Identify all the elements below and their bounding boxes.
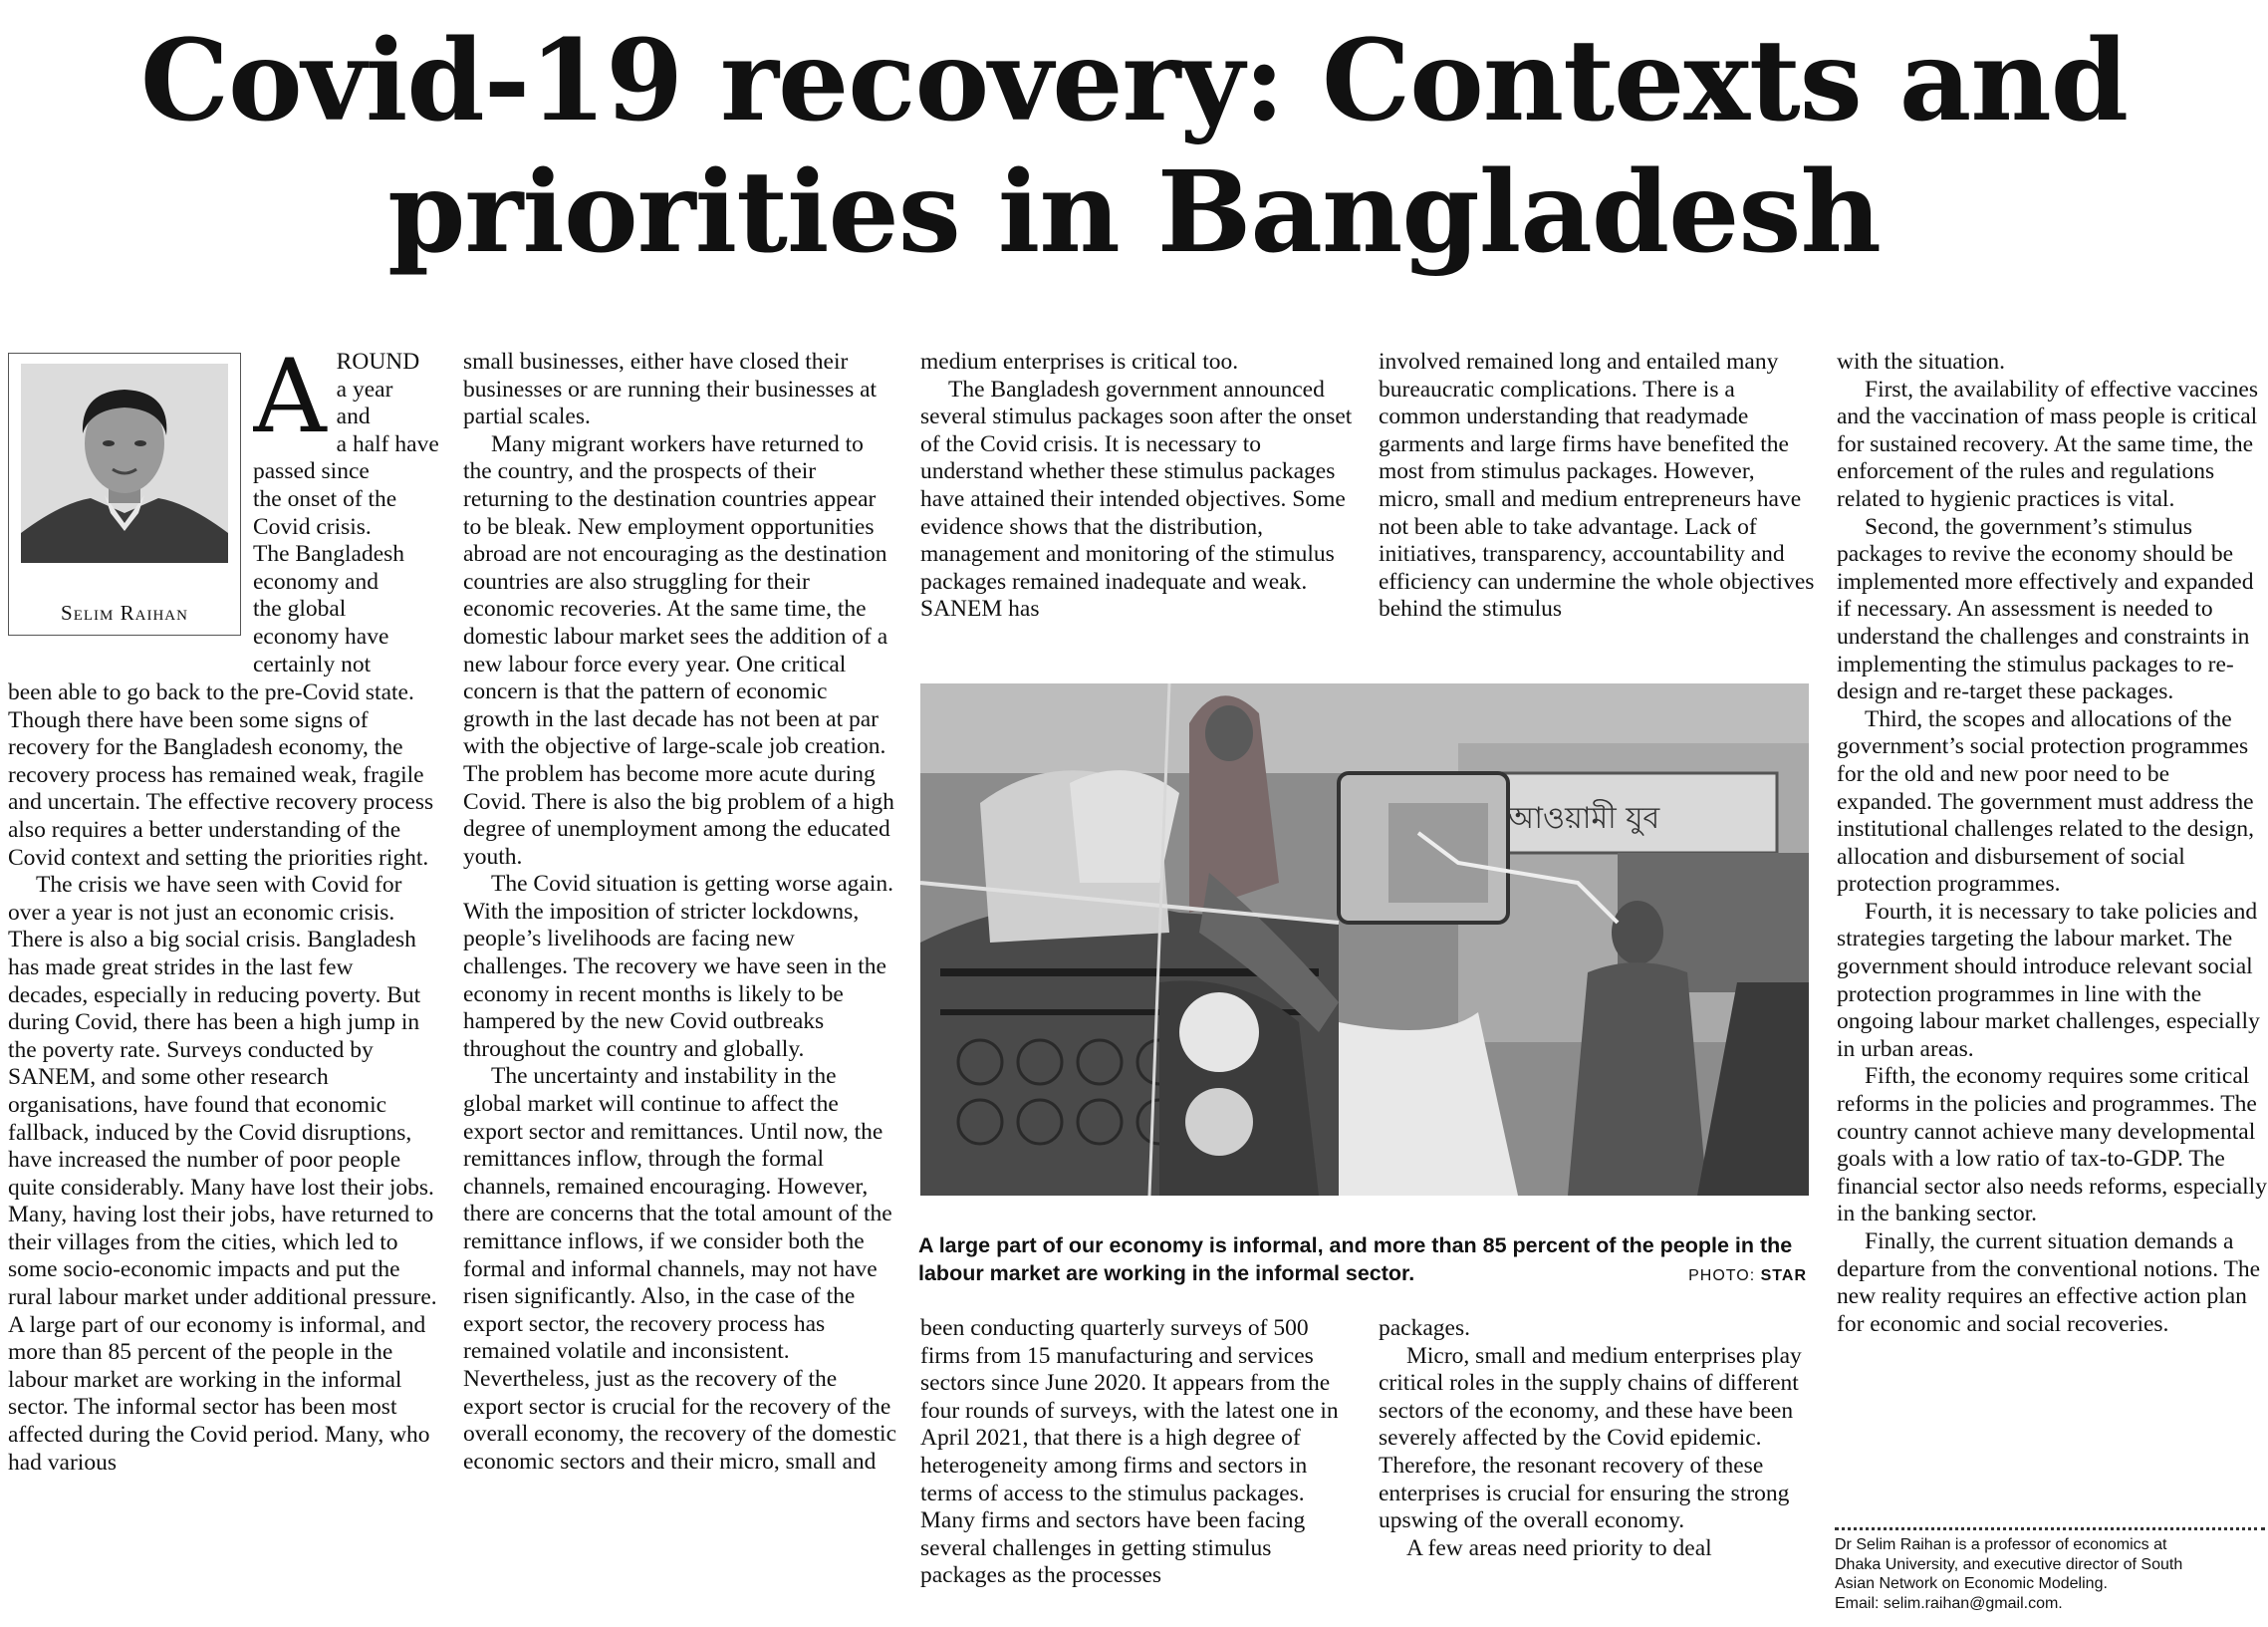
- dropcap: A: [253, 349, 327, 456]
- author-portrait-image: [21, 364, 228, 563]
- photo-credit-label: PHOTO:: [1688, 1267, 1756, 1284]
- intro-line: economy and: [253, 568, 378, 595]
- col3-top-paragraph-2: The Bangladesh government announced several stimulus packages soon after the onset of the Covid crisis. It is necessary to understand whether these stimulus packages have attained their intended objectives. Some evidence shows that the distribution, management and monitoring of the stimulus packages remained inadequate and weak. SANEM has: [920, 376, 1353, 623]
- col1-paragraph-1: been able to go back to the pre-Covid state. Though there have been some signs of recovery for the Bangladesh economy, the recovery process has remained weak, fragile and uncertain. The effective recovery process also requires a better understanding of the Covid context and setting the priorities right.: [8, 679, 434, 871]
- col5-paragraph-4: Third, the scopes and allocations of the government’s social protection programmes for the old and new poor need to be expanded. The government must address the institutional challenges related to the design, allocation and disbursement of social protection programmes.: [1837, 705, 2254, 898]
- col3-top-paragraph-1: medium enterprises is critical too.: [920, 349, 1239, 375]
- intro-line: a year: [336, 376, 393, 403]
- intro-line: and: [336, 404, 371, 430]
- bio-line-3: Asian Network on Economic Modeling.: [1835, 1575, 2108, 1592]
- col5-paragraph-5: Fourth, it is necessary to take policies and strategies targeting the labour market. The government should introduce relevant social protection programmes in line with the ongoing labour market challenges, especially in urban areas.: [1837, 898, 2260, 1062]
- intro-line: a half have: [336, 430, 439, 457]
- column-3-bottom: [920, 1315, 1357, 1626]
- photo-credit-source: STAR: [1760, 1267, 1807, 1284]
- col4-bottom-paragraph-2: Micro, small and medium enterprises play critical roles in the supply chains of different sectors of the economy, and these have been severely affected by the Covid epidemic. Therefore, the resonant recovery of these enterprises is crucial for ensuring the strong upswing of the overall economy.: [1379, 1342, 1802, 1534]
- headline: [0, 16, 2268, 279]
- intro-line: ROUND: [336, 349, 420, 375]
- bio-line-4: Email: selim.raihan@gmail.com.: [1835, 1594, 2063, 1612]
- headline-line-1: Covid-19 recovery: Contexts and: [139, 16, 2129, 146]
- intro-line: Covid crisis.: [253, 513, 372, 540]
- bio-line-1: Dr Selim Raihan is a professor of economics at: [1835, 1536, 2167, 1553]
- photo-caption-text: A large part of our economy is informal, and more than 85 percent of the people in the labour market are working in the informal sector.: [918, 1233, 1793, 1285]
- headline-line-2: priorities in Bangladesh: [387, 147, 1881, 278]
- intro-line: economy have: [253, 623, 389, 650]
- col3-bottom-paragraph-1: been conducting quarterly surveys of 500 firms from 15 manufacturing and services sectors since June 2020. It appears from the four rounds of surveys, with the latest one in April 2021, that there is a high degree of heterogeneity among firms and sectors in terms of access to the stimulus packages. Many firms and sectors have been facing several challenges in getting stimulus packages as the processes: [920, 1315, 1339, 1589]
- photo-caption: [918, 1231, 1815, 1287]
- author-portrait: [21, 364, 228, 563]
- intro-line: The Bangladesh: [253, 541, 405, 568]
- col2-paragraph-1: small businesses, either have closed their businesses or are running their businesses at partial scales.: [463, 349, 878, 430]
- col4-top-paragraph-1: involved remained long and entailed many bureaucratic complications. There is a common understanding that readymade garments and large firms have benefited the most from stimulus packages. However, micro, small and medium entrepreneurs have not been able to take advantage. Lack of initiatives, transparency, accountability and efficiency can undermine the whole objectives behind the stimulus: [1379, 349, 1815, 623]
- col2-paragraph-2: Many migrant workers have returned to the country, and the prospects of their returning to the destination countries appear to be bleak. New employment opportunities abroad are not encouraging as the destination countries are also struggling for their economic recoveries. At the same time, the domestic labour market sees the addition of a new labour force every year. One critical concern is that the pattern of economic growth in the last decade has not been at par with the objective of large-scale job creation. The problem has become more acute during Covid. There is also the big problem of a high degree of unemployment among the educated youth.: [463, 430, 894, 870]
- col4-bottom-paragraph-1: packages.: [1379, 1315, 1470, 1341]
- col5-paragraph-6: Fifth, the economy requires some critical reforms in the policies and programmes. The country cannot achieve many developmental goals with a low ratio of tax-to-GDP. The financial sector also needs reforms, especially in the banking sector.: [1837, 1063, 2267, 1227]
- bio-line-2: Dhaka University, and executive director of South: [1835, 1555, 2183, 1573]
- column-1: [8, 679, 438, 1626]
- col5-paragraph-2: First, the availability of effective vaccines and the vaccination of mass people is critical for sustained recovery. At the same time, the enforcement of the rules and regulations related to hygienic practices is vital.: [1837, 376, 2259, 512]
- col5-paragraph-7: Finally, the current situation demands a departure from the conventional notions. The new reality requires an effective action plan for economic and social recoveries.: [1837, 1228, 2261, 1337]
- column-3-top: [920, 349, 1357, 668]
- news-photo: [920, 683, 1809, 1196]
- author-bio: [1835, 1535, 2263, 1613]
- author-name: Selim Raihan: [61, 601, 188, 625]
- col1-paragraph-2: The crisis we have seen with Covid for over a year is not just an economic crisis. There is also a big social crisis. Bangladesh has made great strides in the last few decades, especially in reducing poverty. But during Covid, there has been a high jump in the poverty rate. Surveys conducted by SANEM, and some other research organisations, have found that economic fallback, induced by the Covid disruptions, have increased the number of poor people quite considerably. Many have lost their jobs. Many, having lost their jobs, have returned to their villages from the cities, which led to some socio-economic impacts and put the rural labour market under additional pressure. A large part of our economy is informal, and more than 85 percent of the people in the labour market are working in the informal sector. The informal sector has been most affected during the Covid period. Many, who had various: [8, 872, 437, 1476]
- photo-credit: [1688, 1262, 1807, 1290]
- column-5: [1837, 349, 2267, 1524]
- column-4-bottom: [1379, 1315, 1815, 1626]
- col5-paragraph-3: Second, the government’s stimulus packages to revive the economy should be implemented more effectively and expanded if necessary. An assessment is needed to understand the challenges and constraints in implementing the stimulus packages to re-design and re-target these packages.: [1837, 513, 2254, 705]
- col5-paragraph-1: with the situation.: [1837, 349, 2006, 375]
- intro-line: the global: [253, 596, 347, 623]
- intro-line: the onset of the: [253, 485, 397, 512]
- news-photo-image: [920, 683, 1809, 1196]
- photo-sign-text: আওয়ামী যুব: [1508, 801, 1660, 836]
- bio-divider: [1835, 1527, 2265, 1530]
- intro-line: passed since: [253, 458, 370, 485]
- intro-line: certainly not: [253, 651, 372, 678]
- author-box: [8, 353, 241, 636]
- col2-paragraph-3: The Covid situation is getting worse again. With the imposition of stricter lockdowns, people’s livelihoods are facing new challenges. The recovery we have seen in the economy in recent months is likely to be hampered by the new Covid outbreaks throughout the country and globally.: [463, 871, 894, 1062]
- column-4-top: [1379, 349, 1815, 668]
- column-2: [463, 349, 897, 1626]
- col2-paragraph-4: The uncertainty and instability in the global market will continue to affect the export sector and remittances. Until now, the remittances inflow, through the formal channels, remained encouraging. However, there are concerns that the total amount of the remittance inflows, if we consider both the formal and informal channels, may not have risen significantly. Also, in the case of the export sector, the recovery process has remained volatile and inconsistent. Nevertheless, just as the recovery of the export sector is crucial for the recovery of the overall economy, the recovery of the domestic economic sectors and their micro, small and: [463, 1063, 897, 1475]
- col4-bottom-paragraph-3: A few areas need priority to deal: [1406, 1534, 1712, 1561]
- intro-wrap: [253, 349, 452, 678]
